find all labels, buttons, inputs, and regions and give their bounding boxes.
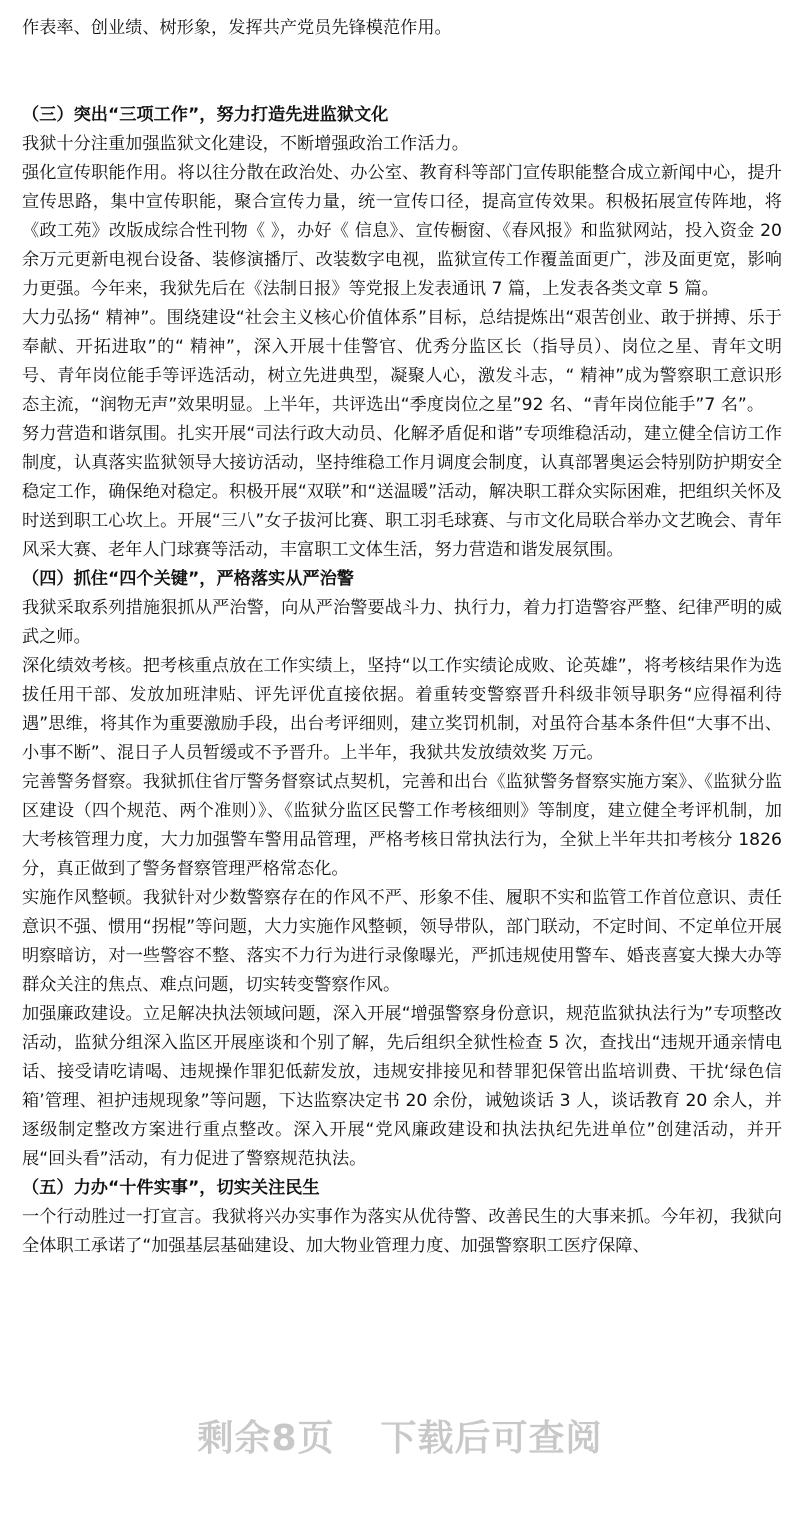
download-to-view-label: 下载后可查阅 <box>380 1418 603 1459</box>
paragraph: 实施作风整顿。我狱针对少数警察存在的作风不严、形象不佳、履职不实和监管工作首位意识、责任意识不强、惯用“拐棍”等问题，大力实施作风整顿，领导带队，部门联动，不定时间、不定单位开展明察暗访，对一些警容不整、落实不力行为进行录像曝光，严抓违规使用警车、婚丧喜宴大操大办等群众关注的焦点、难点问题，切实转变警察作风。 <box>22 888 782 995</box>
download-prompt[interactable] <box>0 1410 800 1461</box>
paragraph: 完善警务督察。我狱抓住省厅警务督察试点契机，完善和出台《监狱警务督察实施方案》、《监狱分监区建设（四个规范、两个准则）》、《监狱分监区民警工作考核细则》等制度，建立健全考评机制，加大考核管理力度，大力加强警车警用品管理，严格考核日常执法行为，全狱上半年共扣考核分 1826 分，真正做到了警务督察管理严格常态化。 <box>22 772 782 879</box>
paragraph: 我狱十分注重加强监狱文化建设，不断增强政治工作活力。 <box>22 134 469 154</box>
paragraph: 努力营造和谐氛围。扎实开展“司法行政大动员、化解矛盾促和谐”专项维稳活动，建立健全信访工作制度，认真落实监狱领导大接访活动，坚持维稳工作月调度会制度，认真部署奥运会特别防护期安全稳定工作，确保绝对稳定。积极开展“双联”和“送温暖”活动，解决职工群众实际困难，把组织关怀及时送到职工心坎上。开展“三八”女子拔河比赛、职工羽毛球赛、与市文化局联合举办文艺晚会、青年风采大赛、老年人门球赛等活动，丰富职工文体生活，努力营造和谐发展氛围。 <box>22 424 782 560</box>
document-body <box>22 0 782 1261</box>
paragraph: 强化宣传职能作用。将以往分散在政治处、办公室、教育科等部门宣传职能整合成立新闻中心，提升宣传思路，集中宣传职能，聚合宣传力量，统一宣传口径，提高宣传效果。积极拓展宣传阵地，将《政工苑》改版成综合性刊物《 》，办好《 信息》、宣传橱窗、《春风报》和监狱网站，投入资金 20 余万元更新电视台设备、装修演播厅、改装数字电视，监狱宣传工作覆盖面更广，涉及面更宽，影响力更强。今年来，我狱先后在《法制日报》等党报上发表通讯 7 篇，上发表各类文章 5 篇。 <box>22 163 782 299</box>
paragraph: 大力弘扬“ 精神”。围绕建设“社会主义核心价值体系”目标，总结提炼出“艰苦创业、敢于拼搏、乐于奉献、开拓进取”的“ 精神”，深入开展十佳警官、优秀分监区长（指导员）、岗位之星、青年文明号、青年岗位能手等评选活动，树立先进典型，凝聚人心，激发斗志，“ 精神”成为警察职工意识形态主流，“润物无声”效果明显。上半年，共评选出“季度岗位之星”92 名、“青年岗位能手”7 名”。 <box>22 308 782 415</box>
section-heading-5: （五）力办“十件实事”，切实关注民生 <box>22 1178 320 1198</box>
paragraph: 我狱采取系列措施狠抓从严治警，向从严治警要战斗力、执行力，着力打造警容严整、纪律严明的威武之师。 <box>22 598 782 647</box>
top-fragment-line: 作表率、创业绩、树形象，发挥共产党员先锋模范作用。 <box>22 18 452 38</box>
section-heading-4: （四）抓住“四个关键”，严格落实从严治警 <box>22 569 354 589</box>
paragraph: 加强廉政建设。立足解决执法领域问题，深入开展“增强警察身份意识，规范监狱执法行为”专项整改活动，监狱分组深入监区开展座谈和个别了解，先后组织全狱性检查 5 次，查找出“违规开通亲情电话、接受请吃请喝、违规操作罪犯低薪发放，违规安排接见和替罪犯保管出监培训费、干扰‘绿色信箱’管理、袒护违规现象”等问题，下达监察决定书 20 余份，诫勉谈话 3 人，谈话教育 20 余人，并逐级制定整改方案进行重点整改。深入开展“党风廉政建设和执法执纪先进单位”创建活动，并开展“回头看”活动，有力促进了警察规范执法。 <box>22 1004 782 1169</box>
remaining-pages-label: 剩余8页 <box>197 1418 335 1459</box>
section-heading-3: （三）突出“三项工作”，努力打造先进监狱文化 <box>22 105 389 125</box>
paragraph: 一个行动胜过一打宣言。我狱将兴办实事作为落实从优待警、改善民生的大事来抓。今年初，我狱向全体职工承诺了“加强基层基础建设、加大物业管理力度、加强警察职工医疗保障、 <box>22 1207 782 1256</box>
paragraph: 深化绩效考核。把考核重点放在工作实绩上，坚持“以工作实绩论成败、论英雄”，将考核结果作为选拔任用干部、发放加班津贴、评先评优直接依据。着重转变警察晋升科级非领导职务“应得福利待遇”思维，将其作为重要激励手段，出台考评细则，建立奖罚机制，对虽符合基本条件但“大事不出、小事不断”、混日子人员暂缓或不予晋升。上半年，我狱共发放绩效奖 万元。 <box>22 656 782 763</box>
